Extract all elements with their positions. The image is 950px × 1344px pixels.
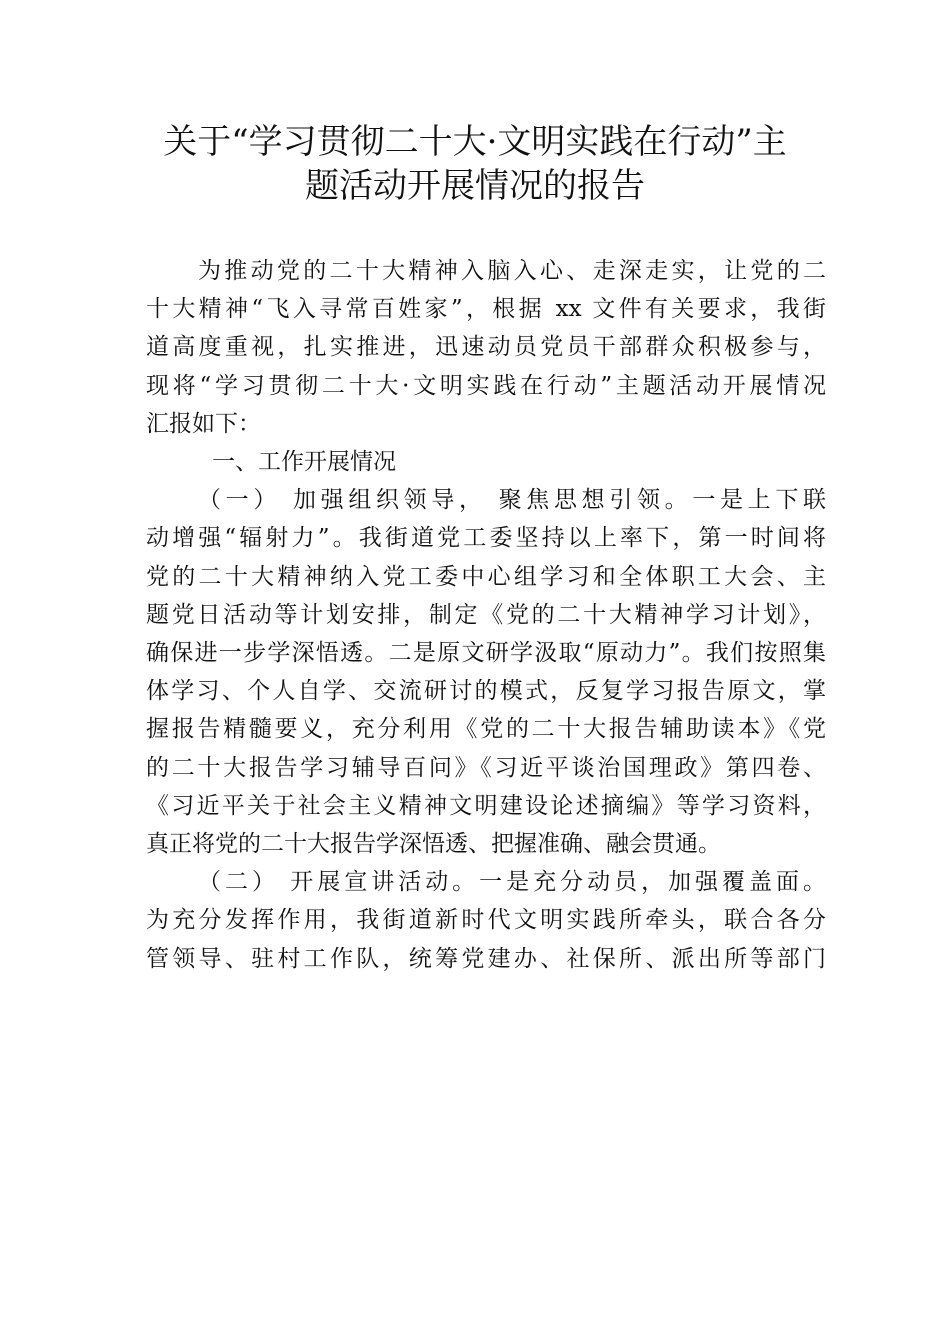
paragraph-line: 《习近平关于社会主义精神文明建设论述摘编》等学习资料， — [146, 792, 826, 819]
paragraph-line: 道高度重视，扎实推进，迅速动员党员干部群众积极参与， — [146, 334, 826, 361]
paragraph-line: 的二十大报告学习辅导百问》《习近平谈治国理政》第四卷、 — [146, 754, 826, 781]
paragraph-line: 动增强“辐射力”。我街道党工委坚持以上率下，第一时间将 — [146, 525, 826, 552]
paragraph-line: 管领导、驻村工作队，统筹党建办、社保所、派出所等部门 — [146, 945, 826, 972]
document-title — [120, 120, 830, 208]
paragraph-line: 真正将党的二十大报告学深悟透、把握准确、融会贯通。 — [146, 831, 721, 858]
title-line: 关于“学习贯彻二十大·文明实践在行动”主 — [163, 122, 787, 162]
paragraph-line: 题党日活动等计划安排，制定《党的二十大精神学习计划》， — [146, 601, 826, 628]
document-body — [146, 252, 826, 978]
paragraph-line: （一） 加强组织领导， 聚焦思想引领。一是上下联 — [198, 487, 826, 514]
paragraph-line: 现将“学习贯彻二十大·文明实践在行动”主题活动开展情况 — [146, 372, 826, 399]
title-line: 题活动开展情况的报告 — [305, 166, 645, 206]
paragraph-line: 党的二十大精神纳入党工委中心组学习和全体职工大会、主 — [146, 563, 826, 590]
paragraph-line: 体学习、个人自学、交流研讨的模式，反复学习报告原文，掌 — [146, 678, 826, 705]
paragraph-line: 确保进一步学深悟透。二是原文研学汲取“原动力”。我们按照集 — [146, 640, 826, 667]
section-heading: 一、工作开展情况 — [212, 449, 396, 476]
paragraph-line: （二） 开展宣讲活动。一是充分动员，加强覆盖面。 — [198, 869, 826, 896]
paragraph-line: 汇报如下： — [146, 410, 261, 437]
paragraph-line: 为推动党的二十大精神入脑入心、走深走实，让党的二 — [198, 258, 826, 284]
paragraph-line: 为充分发挥作用，我街道新时代文明实践所牵头，联合各分 — [146, 907, 826, 934]
paragraph-line: 十大精神“飞入寻常百姓家”，根据 xx 文件有关要求，我街 — [146, 296, 826, 323]
paragraph-line: 握报告精髓要义，充分利用《党的二十大报告辅助读本》《党 — [146, 716, 826, 743]
